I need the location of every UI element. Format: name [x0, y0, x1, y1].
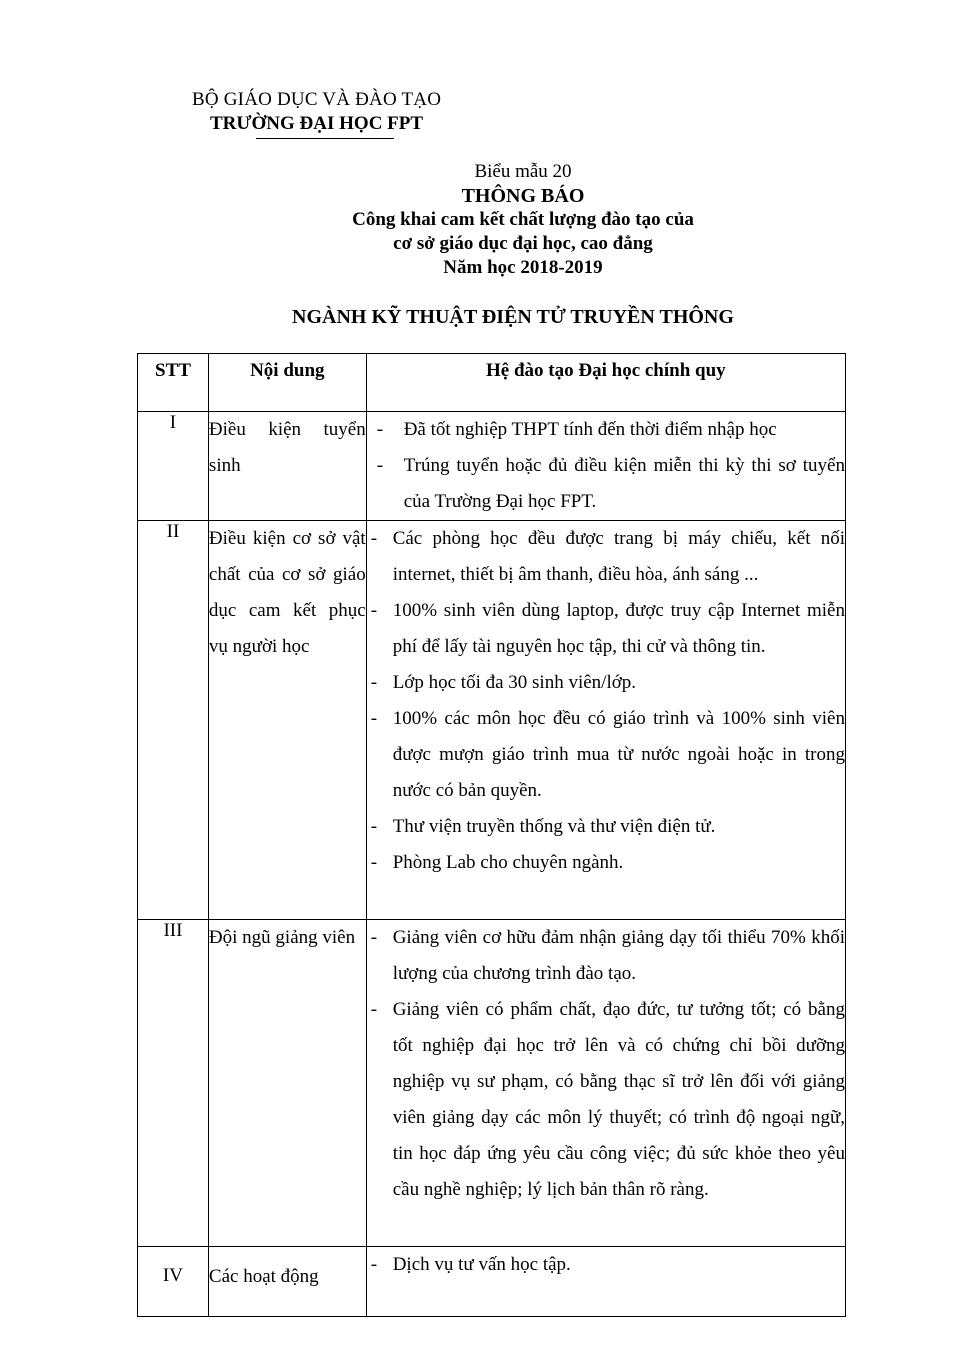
academic-year: Năm học 2018-2019 — [443, 257, 603, 278]
table-header-row — [138, 354, 846, 412]
table-row — [138, 1247, 846, 1317]
row-content: Điều kiện tuyển sinh — [208, 412, 366, 521]
row-content: Các hoạt động — [208, 1247, 366, 1317]
row-content: Đội ngũ giảng viên — [208, 920, 366, 1247]
list-item: - Trúng tuyển hoặc đủ điều kiện miễn thi kỳ thi sơ tuyển của Trường Đại học FPT. — [376, 455, 845, 512]
commitment-table — [137, 353, 846, 1317]
table-row — [138, 412, 846, 521]
row-number: II — [138, 521, 209, 920]
row-items — [366, 521, 845, 920]
row-items — [366, 412, 845, 521]
header-program: Hệ đào tạo Đại học chính quy — [366, 354, 845, 412]
ministry-name: BỘ GIÁO DỤC VÀ ĐÀO TẠO — [192, 89, 442, 110]
list-item: - Giảng viên có phẩm chất, đạo đức, tư tưởng tốt; có bằng tốt nghiệp đại học trở lên và có chứng chỉ bồi dưỡng nghiệp vụ sư phạm, có bằng thạc sĩ trở lên đối với giảng viên giảng dạy các môn lý thuyết; có trình độ ngoại ngữ, tin học đáp ứng yêu cầu công việc; đủ sức khỏe theo yêu cầu nghề nghiệp; lý lịch bản thân rõ ràng. — [370, 999, 845, 1200]
form-number: Biểu mẫu 20 — [474, 161, 572, 182]
row-items — [366, 1247, 845, 1317]
notice-subtitle-line1: Công khai cam kết chất lượng đào tạo của — [352, 209, 694, 230]
notice-title: THÔNG BÁO — [461, 185, 585, 207]
row-items — [366, 920, 845, 1247]
list-item: - Giảng viên cơ hữu đảm nhận giảng dạy tối thiểu 70% khối lượng của chương trình đào tạo. — [370, 927, 845, 984]
table-row — [138, 920, 846, 1247]
row-number: I — [138, 412, 209, 521]
list-item: - 100% các môn học đều có giáo trình và 100% sinh viên được mượn giáo trình mua từ nước ngoài hoặc in trong nước có bản quyền. — [370, 708, 845, 801]
major-title: NGÀNH KỸ THUẬT ĐIỆN TỬ TRUYỀN THÔNG — [292, 306, 734, 328]
list-item: - Phòng Lab cho chuyên ngành. — [370, 852, 624, 873]
list-item: - Thư viện truyền thống và thư viện điện tử. — [370, 816, 716, 837]
university-name: TRƯỜNG ĐẠI HỌC FPT — [210, 113, 424, 134]
row-content: Điều kiện cơ sở vật chất của cơ sở giáo dục cam kết phục vụ người học — [208, 521, 366, 920]
table-row — [138, 521, 846, 920]
list-item: - 100% sinh viên dùng laptop, được truy cập Internet miễn phí để lấy tài nguyên học tập, thi cử và thông tin. — [370, 600, 845, 657]
row-number: III — [138, 920, 209, 1247]
header-content: Nội dung — [208, 354, 366, 412]
list-item: - Dịch vụ tư vấn học tập. — [370, 1254, 571, 1275]
list-item: - Các phòng học đều được trang bị máy chiếu, kết nối internet, thiết bị âm thanh, điều hòa, ánh sáng ... — [370, 528, 845, 585]
row-number: IV — [138, 1247, 209, 1317]
list-item: - Đã tốt nghiệp THPT tính đến thời điểm nhập học — [376, 419, 777, 440]
header-underline — [256, 138, 394, 139]
notice-subtitle-line2: cơ sở giáo dục đại học, cao đẳng — [393, 233, 653, 254]
header-stt: STT — [138, 354, 209, 412]
list-item: - Lớp học tối đa 30 sinh viên/lớp. — [370, 672, 637, 693]
